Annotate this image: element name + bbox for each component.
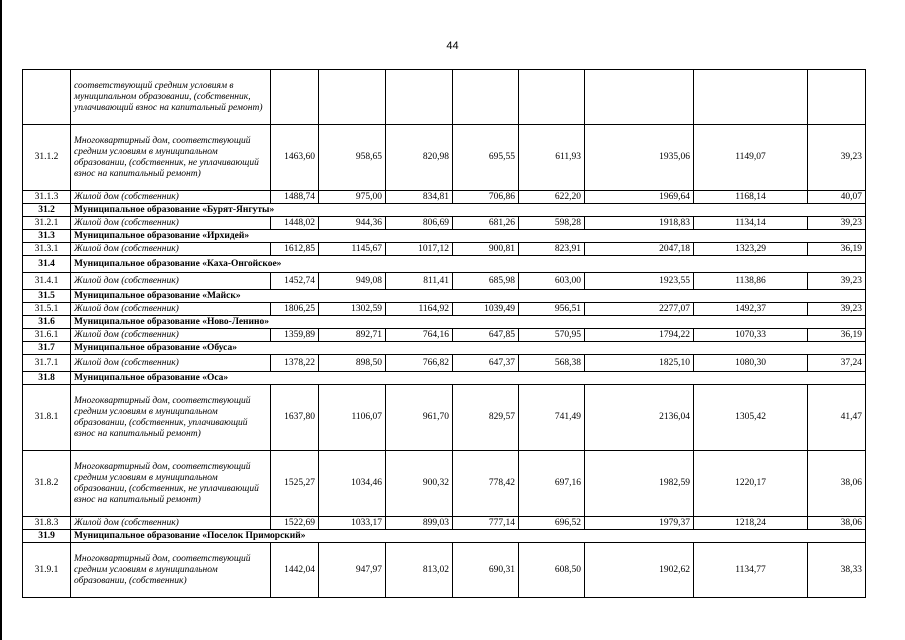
- value-col-1: 1452,74: [271, 273, 319, 290]
- page-number: 44: [446, 40, 459, 52]
- table-row: [23, 451, 866, 517]
- value-col-2: 1034,46: [319, 451, 386, 517]
- row-description: Жилой дом (собственник): [71, 217, 271, 230]
- row-description: Многоквартирный дом, соответствующий средним условиям в муниципальном образовании, (собственник, уплачивающий взнос на капитальный ремонт): [71, 385, 271, 451]
- value-col-4: 695,55: [453, 125, 519, 191]
- row-code: 31.1.2: [23, 125, 71, 191]
- value-col-7: 1492,37: [694, 303, 808, 316]
- value-col-5: 823,91: [519, 243, 585, 256]
- value-col-7: 1305,42: [694, 385, 808, 451]
- section-row: [23, 342, 866, 355]
- value-col-1: 1488,74: [271, 191, 319, 204]
- tariff-table: [22, 69, 866, 598]
- section-row: [23, 256, 866, 273]
- row-description: Многоквартирный дом, соответствующий средним условиям в муниципальном образовании, (собственник): [71, 543, 271, 598]
- value-col-6: 1979,37: [585, 517, 694, 530]
- value-col-3: [386, 70, 453, 125]
- value-col-6: [585, 70, 694, 125]
- row-code: 31.8: [23, 372, 71, 385]
- row-description: Жилой дом (собственник): [71, 303, 271, 316]
- row-code: 31.3.1: [23, 243, 71, 256]
- table-row: [23, 543, 866, 598]
- value-col-8: 39,23: [808, 125, 866, 191]
- value-col-4: 685,98: [453, 273, 519, 290]
- value-col-8: 38,06: [808, 517, 866, 530]
- value-col-1: 1612,85: [271, 243, 319, 256]
- section-row: [23, 316, 866, 329]
- value-col-1: [271, 70, 319, 125]
- value-col-5: 956,51: [519, 303, 585, 316]
- value-col-1: 1448,02: [271, 217, 319, 230]
- value-col-3: 811,41: [386, 273, 453, 290]
- value-col-2: 1302,59: [319, 303, 386, 316]
- row-code: 31.9: [23, 530, 71, 543]
- value-col-2: 958,65: [319, 125, 386, 191]
- value-col-4: 681,26: [453, 217, 519, 230]
- value-col-7: 1080,30: [694, 355, 808, 372]
- value-col-1: 1525,27: [271, 451, 319, 517]
- row-code: 31.4: [23, 256, 71, 273]
- value-col-8: 39,23: [808, 303, 866, 316]
- table-row: [23, 243, 866, 256]
- value-col-3: 900,32: [386, 451, 453, 517]
- section-row: [23, 204, 866, 217]
- value-col-7: 1218,24: [694, 517, 808, 530]
- section-title: Муниципальное образование «Поселок Приморский»: [71, 530, 866, 543]
- table-row: [23, 385, 866, 451]
- value-col-5: 570,95: [519, 329, 585, 342]
- value-col-7: 1323,29: [694, 243, 808, 256]
- value-col-6: 1923,55: [585, 273, 694, 290]
- table-row: [23, 191, 866, 204]
- value-col-1: 1806,25: [271, 303, 319, 316]
- value-col-6: 1825,10: [585, 355, 694, 372]
- value-col-8: 41,47: [808, 385, 866, 451]
- section-title: Муниципальное образование «Оса»: [71, 372, 866, 385]
- value-col-5: 741,49: [519, 385, 585, 451]
- value-col-7: 1168,14: [694, 191, 808, 204]
- value-col-7: 1220,17: [694, 451, 808, 517]
- value-col-8: [808, 70, 866, 125]
- value-col-8: 39,23: [808, 273, 866, 290]
- row-description: Жилой дом (собственник): [71, 517, 271, 530]
- page-edge-line: [0, 0, 2, 640]
- row-description: Жилой дом (собственник): [71, 273, 271, 290]
- value-col-3: 764,16: [386, 329, 453, 342]
- value-col-6: 1918,83: [585, 217, 694, 230]
- value-col-4: 900,81: [453, 243, 519, 256]
- value-col-2: 1145,67: [319, 243, 386, 256]
- row-code: 31.6.1: [23, 329, 71, 342]
- value-col-5: 697,16: [519, 451, 585, 517]
- section-row: [23, 230, 866, 243]
- table-row: [23, 355, 866, 372]
- value-col-3: 961,70: [386, 385, 453, 451]
- section-row: [23, 290, 866, 303]
- section-title: Муниципальное образование «Ново-Ленино»: [71, 316, 866, 329]
- value-col-3: 1017,12: [386, 243, 453, 256]
- value-col-3: 766,82: [386, 355, 453, 372]
- section-title: Муниципальное образование «Ирхидей»: [71, 230, 866, 243]
- value-col-4: 647,85: [453, 329, 519, 342]
- value-col-8: 38,06: [808, 451, 866, 517]
- row-code: 31.3: [23, 230, 71, 243]
- value-col-8: 40,07: [808, 191, 866, 204]
- table-row: [23, 217, 866, 230]
- value-col-6: 2277,07: [585, 303, 694, 316]
- row-code: 31.8.1: [23, 385, 71, 451]
- value-col-5: 611,93: [519, 125, 585, 191]
- table-row: [23, 70, 866, 125]
- value-col-1: 1359,89: [271, 329, 319, 342]
- value-col-5: [519, 70, 585, 125]
- value-col-7: 1134,14: [694, 217, 808, 230]
- value-col-8: 36,19: [808, 243, 866, 256]
- row-description: Жилой дом (собственник): [71, 243, 271, 256]
- row-code: 31.6: [23, 316, 71, 329]
- row-code: 31.5.1: [23, 303, 71, 316]
- value-col-6: 1794,22: [585, 329, 694, 342]
- table-row: [23, 273, 866, 290]
- value-col-2: 975,00: [319, 191, 386, 204]
- table-row: [23, 303, 866, 316]
- section-title: Муниципальное образование «Каха-Онгойское»: [71, 256, 866, 273]
- value-col-4: 777,14: [453, 517, 519, 530]
- value-col-4: 706,86: [453, 191, 519, 204]
- value-col-7: 1070,33: [694, 329, 808, 342]
- row-code: 31.8.3: [23, 517, 71, 530]
- value-col-8: 36,19: [808, 329, 866, 342]
- value-col-5: 603,00: [519, 273, 585, 290]
- value-col-7: 1138,86: [694, 273, 808, 290]
- row-code: 31.9.1: [23, 543, 71, 598]
- section-title: Муниципальное образование «Бурят-Янгуты»: [71, 204, 866, 217]
- value-col-3: 806,69: [386, 217, 453, 230]
- row-code: 31.1.3: [23, 191, 71, 204]
- value-col-8: 39,23: [808, 217, 866, 230]
- row-code: 31.7.1: [23, 355, 71, 372]
- value-col-2: 944,36: [319, 217, 386, 230]
- value-col-7: 1134,77: [694, 543, 808, 598]
- value-col-1: 1522,69: [271, 517, 319, 530]
- row-code: 31.2: [23, 204, 71, 217]
- value-col-3: 820,98: [386, 125, 453, 191]
- table-row: [23, 125, 866, 191]
- table-row: [23, 517, 866, 530]
- section-title: Муниципальное образование «Обуса»: [71, 342, 866, 355]
- row-code: 31.8.2: [23, 451, 71, 517]
- value-col-2: 949,08: [319, 273, 386, 290]
- value-col-4: 778,42: [453, 451, 519, 517]
- value-col-5: 696,52: [519, 517, 585, 530]
- value-col-2: 898,50: [319, 355, 386, 372]
- value-col-4: [453, 70, 519, 125]
- value-col-2: [319, 70, 386, 125]
- value-col-7: 1149,07: [694, 125, 808, 191]
- value-col-2: 1106,07: [319, 385, 386, 451]
- row-description: Многоквартирный дом, соответствующий средним условиям в муниципальном образовании, (собственник, не уплачивающий взнос на капитальный ремонт): [71, 451, 271, 517]
- value-col-7: [694, 70, 808, 125]
- value-col-1: 1378,22: [271, 355, 319, 372]
- row-description: соответствующий средним условиям в муниципальном образовании, (собственник, уплачивающий взнос на капитальный ремонт): [71, 70, 271, 125]
- value-col-3: 1164,92: [386, 303, 453, 316]
- value-col-1: 1442,04: [271, 543, 319, 598]
- value-col-6: 2136,04: [585, 385, 694, 451]
- value-col-8: 38,33: [808, 543, 866, 598]
- value-col-8: 37,24: [808, 355, 866, 372]
- row-description: Жилой дом (собственник): [71, 191, 271, 204]
- value-col-3: 899,03: [386, 517, 453, 530]
- row-code: [23, 70, 71, 125]
- value-col-4: 1039,49: [453, 303, 519, 316]
- value-col-5: 598,28: [519, 217, 585, 230]
- row-code: 31.4.1: [23, 273, 71, 290]
- value-col-4: 647,37: [453, 355, 519, 372]
- row-description: Жилой дом (собственник): [71, 355, 271, 372]
- row-description: Жилой дом (собственник): [71, 329, 271, 342]
- value-col-5: 622,20: [519, 191, 585, 204]
- value-col-1: 1637,80: [271, 385, 319, 451]
- value-col-2: 892,71: [319, 329, 386, 342]
- value-col-6: 2047,18: [585, 243, 694, 256]
- value-col-6: 1935,06: [585, 125, 694, 191]
- value-col-5: 568,38: [519, 355, 585, 372]
- value-col-5: 608,50: [519, 543, 585, 598]
- table-row: [23, 329, 866, 342]
- row-description: Многоквартирный дом, соответствующий средним условиям в муниципальном образовании, (собственник, не уплачивающий взнос на капитальный ремонт): [71, 125, 271, 191]
- value-col-1: 1463,60: [271, 125, 319, 191]
- section-title: Муниципальное образование «Майск»: [71, 290, 866, 303]
- value-col-3: 834,81: [386, 191, 453, 204]
- value-col-4: 690,31: [453, 543, 519, 598]
- value-col-2: 1033,17: [319, 517, 386, 530]
- section-row: [23, 530, 866, 543]
- value-col-6: 1902,62: [585, 543, 694, 598]
- value-col-2: 947,97: [319, 543, 386, 598]
- value-col-6: 1969,64: [585, 191, 694, 204]
- row-code: 31.7: [23, 342, 71, 355]
- value-col-3: 813,02: [386, 543, 453, 598]
- row-code: 31.2.1: [23, 217, 71, 230]
- row-code: 31.5: [23, 290, 71, 303]
- section-row: [23, 372, 866, 385]
- value-col-6: 1982,59: [585, 451, 694, 517]
- value-col-4: 829,57: [453, 385, 519, 451]
